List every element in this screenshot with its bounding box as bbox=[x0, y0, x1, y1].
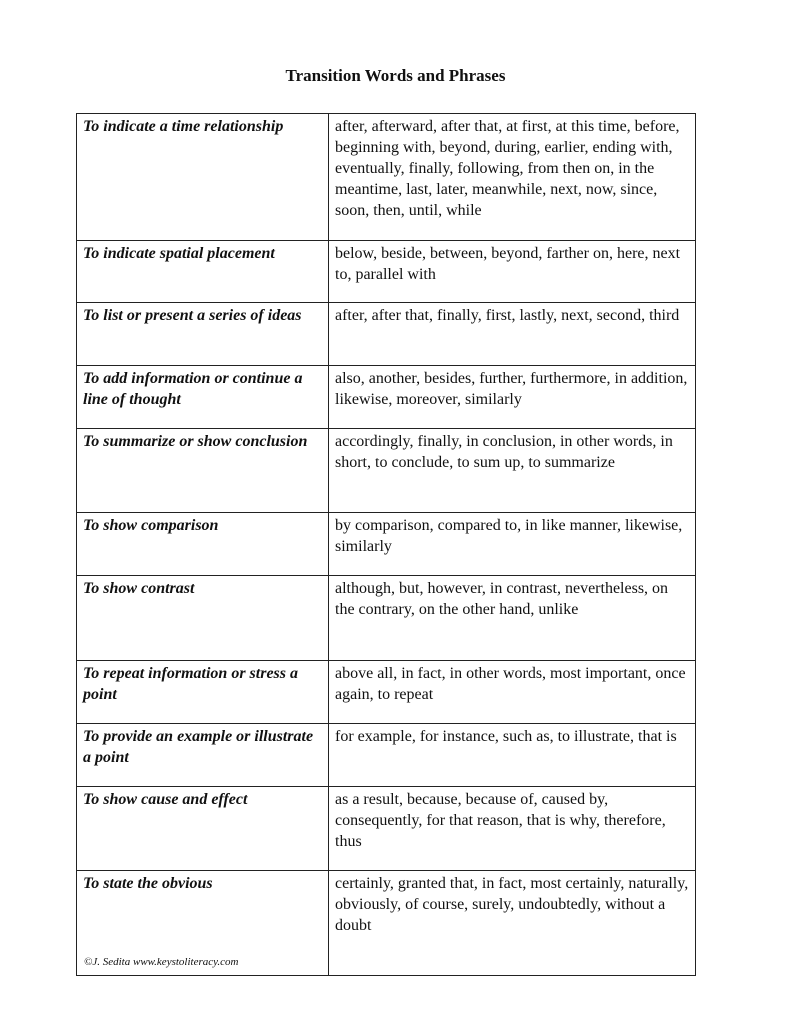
table-row bbox=[77, 513, 696, 576]
purpose-cell: To repeat information or stress a point bbox=[77, 661, 329, 724]
purpose-cell: To show comparison bbox=[77, 513, 329, 576]
words-cell: although, but, however, in contrast, nevertheless, on the contrary, on the other hand, unlike bbox=[329, 576, 696, 661]
purpose-cell: To list or present a series of ideas bbox=[77, 303, 329, 366]
words-cell: certainly, granted that, in fact, most certainly, naturally, obviously, of course, surely, undoubtedly, without a doubt bbox=[329, 871, 696, 976]
purpose-cell: To provide an example or illustrate a point bbox=[77, 724, 329, 787]
words-cell: above all, in fact, in other words, most important, once again, to repeat bbox=[329, 661, 696, 724]
transition-table bbox=[76, 113, 696, 976]
page-title: Transition Words and Phrases bbox=[285, 66, 506, 85]
purpose-label: To state the obvious bbox=[83, 875, 213, 892]
purpose-cell: To indicate spatial placement bbox=[77, 241, 329, 303]
words-cell: also, another, besides, further, furthermore, in addition, likewise, moreover, similarly bbox=[329, 366, 696, 429]
table-row bbox=[77, 871, 696, 976]
table-row bbox=[77, 661, 696, 724]
table-row bbox=[77, 114, 696, 241]
words-cell: below, beside, between, beyond, farther on, here, next to, parallel with bbox=[329, 241, 696, 303]
purpose-cell: To add information or continue a line of thought bbox=[77, 366, 329, 429]
purpose-cell: To show contrast bbox=[77, 576, 329, 661]
words-cell: accordingly, finally, in conclusion, in other words, in short, to conclude, to sum up, to summarize bbox=[329, 429, 696, 513]
purpose-cell: To summarize or show conclusion bbox=[77, 429, 329, 513]
table-row bbox=[77, 241, 696, 303]
table-row bbox=[77, 429, 696, 513]
table-row bbox=[77, 724, 696, 787]
table-row bbox=[77, 787, 696, 871]
purpose-cell bbox=[77, 871, 329, 976]
words-cell: for example, for instance, such as, to illustrate, that is bbox=[329, 724, 696, 787]
table-row bbox=[77, 366, 696, 429]
copyright-note: ©J. Sedita www.keystoliteracy.com bbox=[84, 956, 239, 968]
table-row bbox=[77, 303, 696, 366]
words-cell: after, afterward, after that, at first, at this time, before, beginning with, beyond, during, earlier, ending with, eventually, finally, following, from then on, in the meantime, last, later, meanwhile, next, now, since, soon, then, until, while bbox=[329, 114, 696, 241]
words-cell: by comparison, compared to, in like manner, likewise, similarly bbox=[329, 513, 696, 576]
words-cell: after, after that, finally, first, lastly, next, second, third bbox=[329, 303, 696, 366]
purpose-cell: To show cause and effect bbox=[77, 787, 329, 871]
words-cell: as a result, because, because of, caused by, consequently, for that reason, that is why, therefore, thus bbox=[329, 787, 696, 871]
table-row bbox=[77, 576, 696, 661]
purpose-cell: To indicate a time relationship bbox=[77, 114, 329, 241]
